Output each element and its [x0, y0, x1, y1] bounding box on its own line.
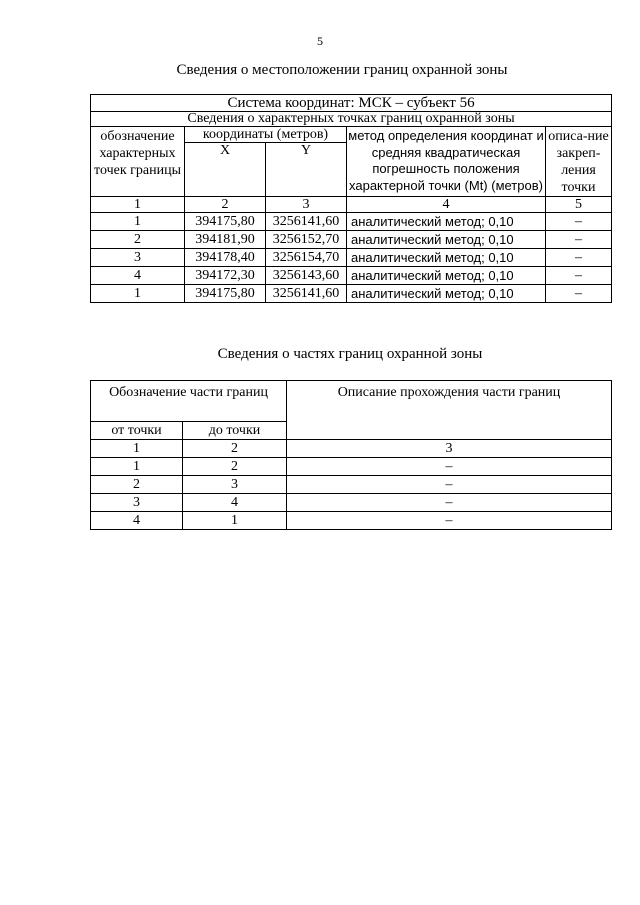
y-cell: 3256152,70 [266, 231, 347, 249]
parts-heading: Сведения о частях границ охранной зоны [217, 346, 483, 362]
from-cell: 2 [91, 476, 183, 494]
col-x-header: X [185, 143, 266, 197]
y-cell: 3256141,60 [266, 213, 347, 231]
desc-cell: – [287, 458, 612, 476]
point-cell: 1 [91, 285, 185, 303]
point-cell: 4 [91, 267, 185, 285]
page-number: 5 [317, 34, 323, 48]
col-part-header: Обозначение части границ [91, 381, 287, 422]
method-cell: аналитический метод; 0,10 [347, 231, 546, 249]
from-cell: 3 [91, 494, 183, 512]
x-cell: 394175,80 [185, 285, 266, 303]
column-numbers-row [91, 197, 612, 213]
col-coords-header: координаты (метров) [185, 127, 347, 143]
column-number: 3 [287, 440, 612, 458]
boundaries-heading: Сведения о местоположении границ охранной зоны [176, 62, 508, 78]
table-row [91, 458, 612, 476]
to-cell: 2 [183, 458, 287, 476]
desc-cell: – [287, 476, 612, 494]
table-row [91, 267, 612, 285]
column-number: 3 [266, 197, 347, 213]
to-cell: 1 [183, 512, 287, 530]
y-cell: 3256143,60 [266, 267, 347, 285]
method-cell: аналитический метод; 0,10 [347, 249, 546, 267]
column-number: 2 [185, 197, 266, 213]
col-desc-header: Описание прохождения части границ [287, 381, 612, 422]
x-cell: 394172,30 [185, 267, 266, 285]
desc-cell: – [287, 494, 612, 512]
x-cell: 394175,80 [185, 213, 266, 231]
column-number: 2 [183, 440, 287, 458]
point-cell: 1 [91, 213, 185, 231]
to-cell: 3 [183, 476, 287, 494]
method-cell: аналитический метод; 0,10 [347, 213, 546, 231]
table-row [91, 249, 612, 267]
table-row [91, 494, 612, 512]
method-cell: аналитический метод; 0,10 [347, 267, 546, 285]
col-method-header: метод определения координат и средняя квадратическая погрешность положения характерной точки (Mt) (метров) [347, 127, 546, 197]
column-numbers-row [91, 440, 612, 458]
col-from-header: от точки [91, 422, 183, 440]
column-number: 5 [546, 197, 612, 213]
desc-cell: – [546, 249, 612, 267]
col-y-header: Y [266, 143, 347, 197]
col-desc-header-continuation [287, 422, 612, 440]
table-row [91, 213, 612, 231]
y-cell: 3256141,60 [266, 285, 347, 303]
column-number: 4 [347, 197, 546, 213]
desc-cell: – [546, 267, 612, 285]
col-point-header: обозначение характерных точек границы [91, 127, 185, 197]
from-cell: 1 [91, 458, 183, 476]
x-cell: 394181,90 [185, 231, 266, 249]
point-cell: 2 [91, 231, 185, 249]
table-row [91, 512, 612, 530]
method-cell: аналитический метод; 0,10 [347, 285, 546, 303]
y-cell: 3256154,70 [266, 249, 347, 267]
col-desc-header: описа-ние закреп-ления точки [546, 127, 612, 197]
boundary-points-table [90, 94, 612, 303]
desc-cell: – [546, 231, 612, 249]
boundary-parts-table [90, 380, 612, 530]
col-to-header: до точки [183, 422, 287, 440]
column-number: 1 [91, 197, 185, 213]
table-row [91, 285, 612, 303]
coordinate-system-cell: Система координат: МСК – субъект 56 [91, 95, 612, 112]
to-cell: 4 [183, 494, 287, 512]
table-row [91, 231, 612, 249]
table-row [91, 476, 612, 494]
desc-cell: – [287, 512, 612, 530]
point-cell: 3 [91, 249, 185, 267]
desc-cell: – [546, 213, 612, 231]
section-title-cell: Сведения о характерных точках границ охранной зоны [91, 112, 612, 127]
x-cell: 394178,40 [185, 249, 266, 267]
from-cell: 4 [91, 512, 183, 530]
desc-cell: – [546, 285, 612, 303]
column-number: 1 [91, 440, 183, 458]
